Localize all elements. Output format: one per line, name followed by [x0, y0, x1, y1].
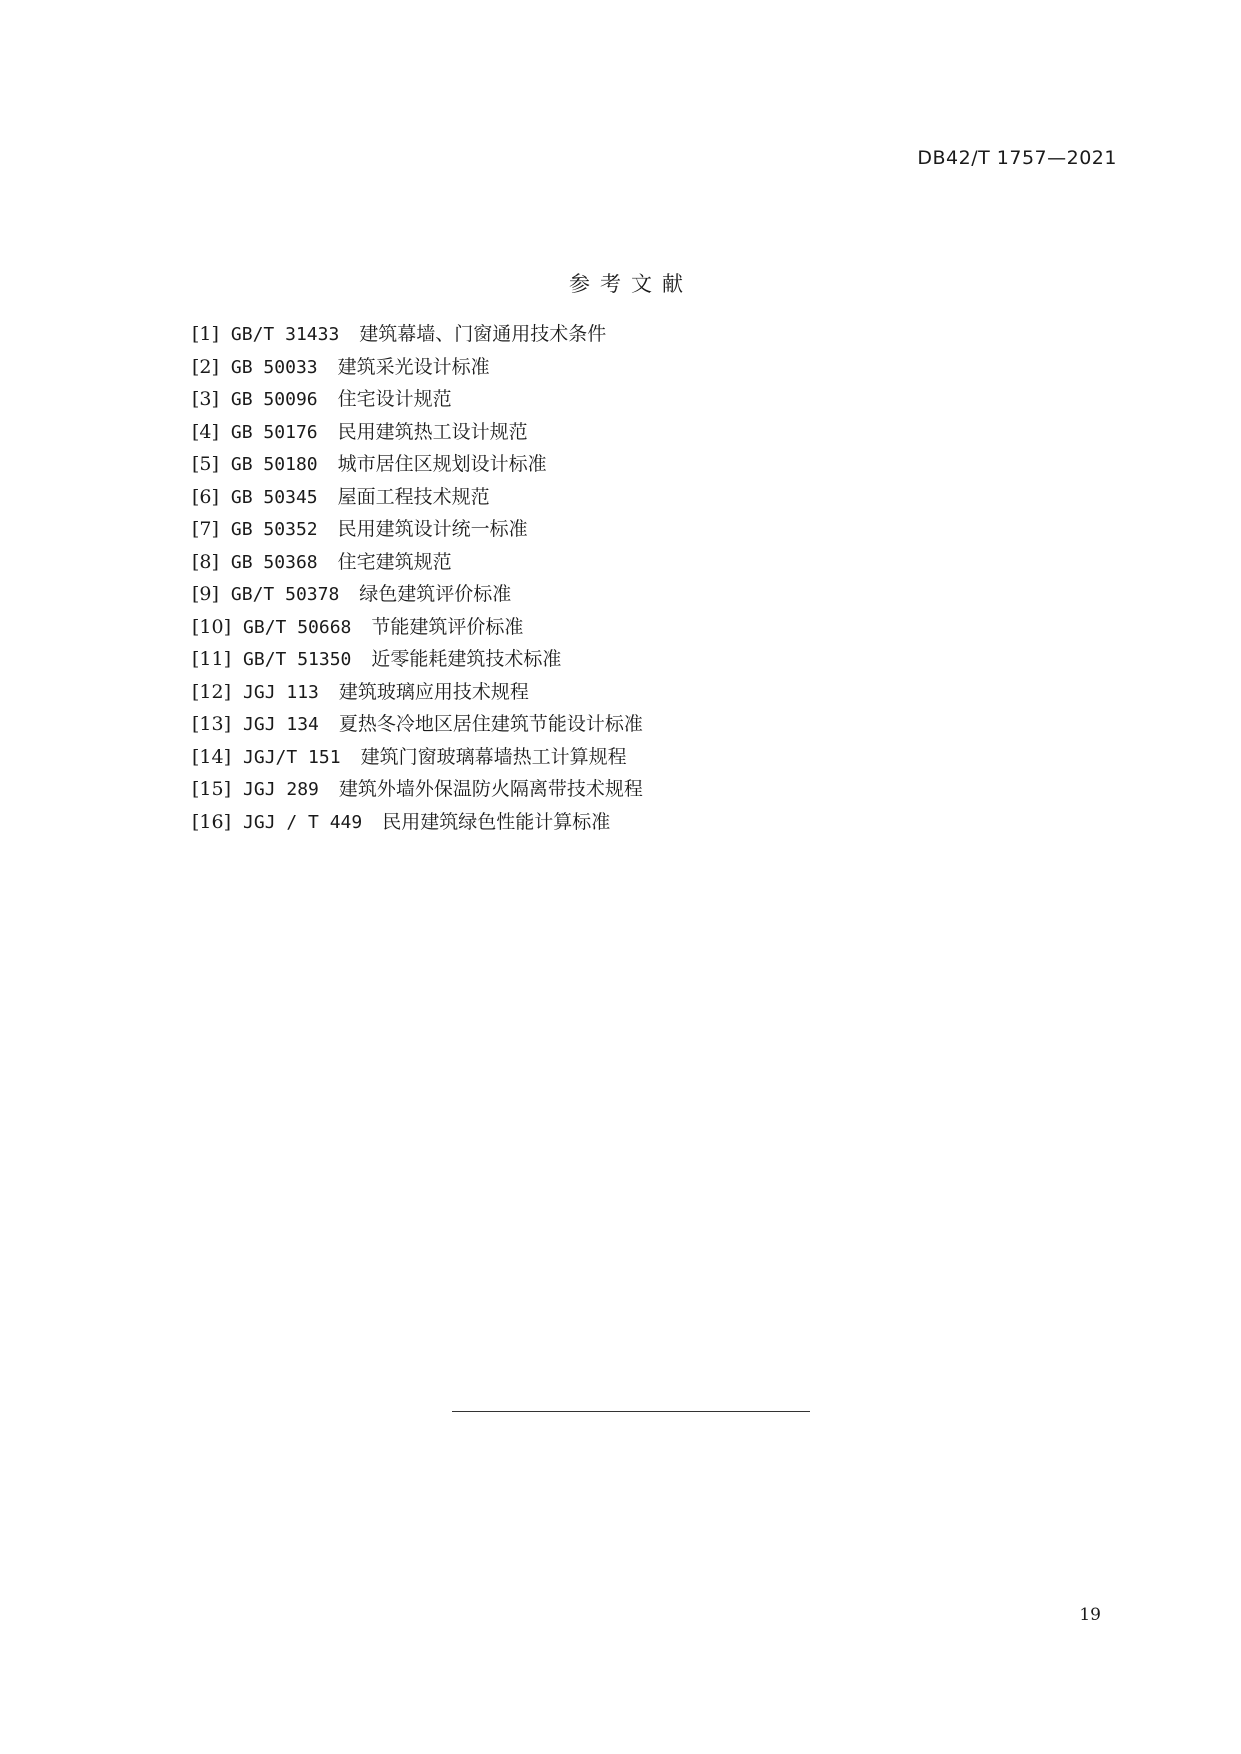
footer-divider	[452, 1411, 810, 1412]
page-number: 19	[1079, 1605, 1101, 1625]
reference-code: GB/T 51350	[243, 649, 352, 670]
list-item	[192, 643, 643, 676]
standard-code: DB42/T 1757—2021	[917, 147, 1117, 169]
list-item	[192, 318, 643, 351]
reference-code: GB/T 50378	[230, 584, 340, 605]
list-item	[192, 578, 643, 611]
reference-number: [14]	[192, 745, 232, 768]
reference-code: GB 50096	[230, 389, 318, 410]
reference-title: 住宅设计规范	[337, 388, 452, 410]
reference-code: JGJ 134	[243, 714, 319, 735]
section-title: 参考文献	[569, 272, 693, 296]
reference-title: 住宅建筑规范	[337, 550, 452, 573]
reference-number: [13]	[192, 713, 232, 735]
reference-code: GB 50176	[230, 421, 318, 443]
list-item	[192, 773, 643, 806]
reference-number: [4]	[192, 420, 219, 443]
reference-code: JGJ 289	[243, 779, 319, 800]
reference-number: [11]	[192, 648, 232, 670]
list-item	[192, 351, 643, 384]
list-item	[192, 708, 643, 741]
reference-code: GB 50368	[230, 551, 318, 573]
reference-number: [2]	[192, 355, 219, 378]
reference-code: JGJ/T 151	[243, 746, 341, 768]
reference-number: [15]	[192, 778, 232, 800]
reference-title: 城市居住区规划设计标准	[337, 453, 547, 475]
reference-code: JGJ 113	[243, 681, 319, 703]
reference-number: [1]	[192, 323, 219, 345]
reference-number: [5]	[192, 453, 219, 475]
list-item	[192, 448, 643, 481]
list-item	[192, 383, 643, 416]
reference-code: GB/T 50668	[243, 616, 352, 638]
list-item	[192, 611, 643, 644]
reference-title: 屋面工程技术规范	[337, 485, 490, 508]
reference-code: GB 50352	[230, 519, 318, 540]
list-item	[192, 806, 643, 839]
reference-title: 民用建筑绿色性能计算标准	[382, 810, 611, 833]
reference-title: 建筑外墙外保温防火隔离带技术规程	[338, 778, 643, 800]
reference-number: [7]	[192, 518, 219, 540]
reference-code: GB/T 31433	[230, 324, 340, 345]
reference-number: [8]	[192, 550, 219, 573]
list-item	[192, 676, 643, 709]
reference-title: 近零能耗建筑技术标准	[371, 648, 562, 670]
reference-code: GB 50345	[230, 486, 318, 508]
reference-title: 节能建筑评价标准	[371, 615, 524, 638]
reference-number: [12]	[192, 680, 232, 703]
reference-code: GB 50180	[230, 454, 318, 475]
reference-number: [9]	[192, 583, 219, 605]
reference-code: GB 50033	[230, 356, 318, 378]
reference-number: [10]	[192, 615, 232, 638]
reference-title: 建筑门窗玻璃幕墙热工计算规程	[360, 745, 627, 768]
list-item	[192, 481, 643, 514]
reference-title: 建筑采光设计标准	[337, 355, 490, 378]
list-item	[192, 416, 643, 449]
list-item	[192, 513, 643, 546]
reference-list	[192, 318, 643, 838]
reference-title: 民用建筑设计统一标准	[337, 518, 528, 540]
reference-title: 民用建筑热工设计规范	[337, 420, 528, 443]
reference-number: [3]	[192, 388, 219, 410]
reference-number: [16]	[192, 810, 232, 833]
reference-title: 建筑幕墙、门窗通用技术条件	[359, 323, 607, 345]
reference-title: 夏热冬冷地区居住建筑节能设计标准	[338, 713, 643, 735]
reference-title: 建筑玻璃应用技术规程	[338, 680, 529, 703]
list-item	[192, 546, 643, 579]
list-item	[192, 741, 643, 774]
reference-title: 绿色建筑评价标准	[359, 583, 512, 605]
reference-number: [6]	[192, 485, 219, 508]
reference-code: JGJ / T 449	[243, 811, 363, 833]
